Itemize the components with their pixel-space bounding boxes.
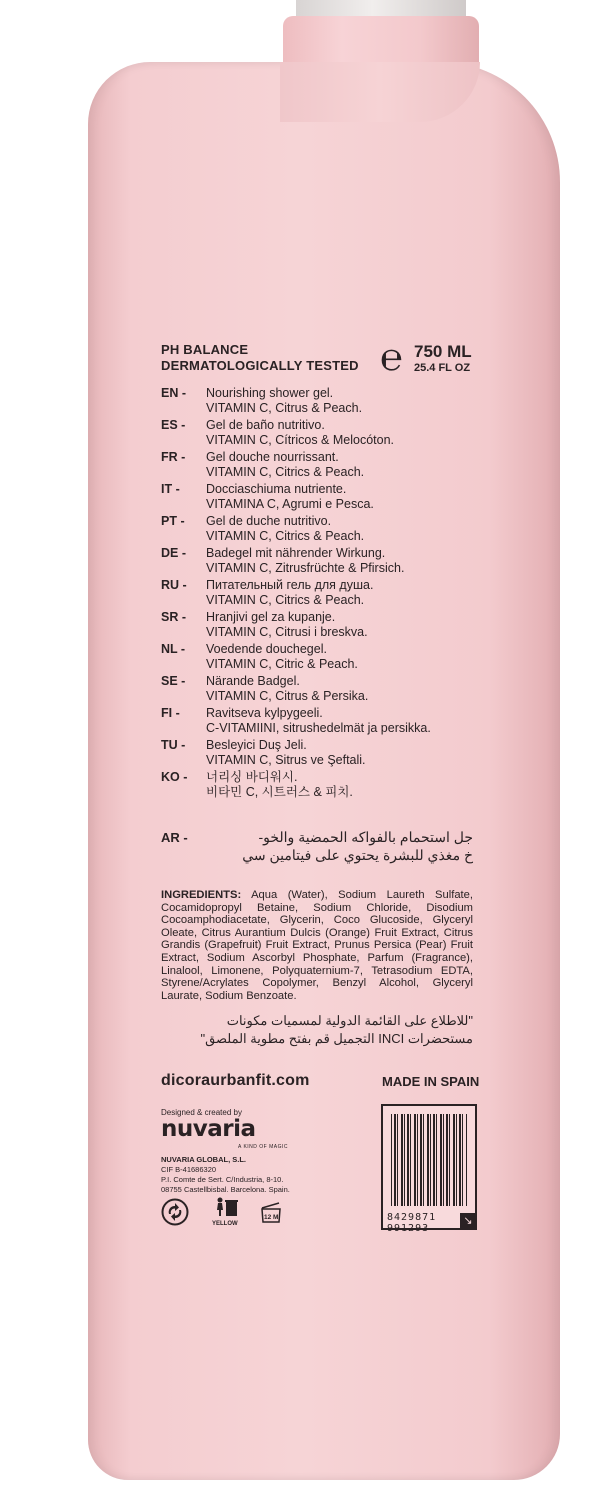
lang-text: Питательный гель для душа. VITAMIN C, Citrics & Peach. [206,578,374,607]
barcode-number: 8429871 991293 [387,1212,437,1234]
lang-code: AR - [161,830,188,845]
ingredients-label: INGREDIENTS: [161,889,242,901]
lang-code: KO - [161,770,188,784]
company-info: NUVARIA GLOBAL, S.L. CIF B-41686320 P.I. Comte de Sert. C/Industria, 8-10. 08755 Castellbisbal. Barcelona. Spain. [161,1155,290,1194]
lang-text: Badegel mit nährender Wirkung. VITAMIN C, Zitrusfrüchte & Pfirsich. [206,546,405,575]
claim-dermatologically-tested: DERMATOLOGICALLY TESTED [161,358,359,373]
inci-note-arabic: "للاطلاع على القائمة الدولية لمسميات مكونات مستحضرات INCI التجميل قم بفتح مطوية الملصق" [200,1013,473,1046]
lang-row-sr [161,610,481,642]
lang-row-en [161,386,481,418]
bin-label: YELLOW [212,1221,238,1227]
nuvaria-logo: nuvaria [161,1116,256,1142]
lang-code: SR - [161,610,186,624]
lang-text: Nourishing shower gel. VITAMIN C, Citrus & Peach. [206,386,363,415]
lang-code: IT - [161,482,180,496]
lang-code: DE - [161,546,186,560]
lang-text: Gel de duche nutritivo. VITAMIN C, Citrics & Peach. [206,514,365,543]
lang-text: Docciaschiuma nutriente. VITAMINA C, Agrumi e Pesca. [206,482,374,511]
lang-code: SE - [161,674,186,688]
lang-code: ES - [161,418,186,432]
lang-code: NL - [161,642,186,656]
recycle-icon [161,1198,189,1226]
lang-row-de [161,546,481,578]
logo-tagline: A KIND OF MAGIC [238,1144,289,1150]
website: dicoraurbanfit.com [161,1072,310,1089]
lang-text: Hranjivi gel za kupanje. VITAMIN C, Citrusi i breskva. [206,610,368,639]
bin-icon [214,1196,240,1218]
lang-code: RU - [161,578,187,592]
lang-text: Gel de baño nutritivo. VITAMIN C, Cítricos & Melocóton. [206,418,395,447]
lang-row-it [161,482,481,514]
barcode-bars [391,1114,467,1206]
volume-oz: 25.4 FL OZ [414,362,471,374]
lang-text: Gel douche nourrissant. VITAMIN C, Citrics & Peach. [206,450,365,479]
lang-row-ko [161,770,481,802]
lang-code: FI - [161,706,180,720]
lang-code: PT - [161,514,185,528]
lang-text: Besleyici Duş Jeli. VITAMIN C, Sitrus ve Şeftali. [206,738,366,767]
lang-row-ar [161,830,473,866]
lang-row-pt [161,514,481,546]
estimated-sign-icon: ℮ [380,334,403,379]
lang-text-arabic: جل استحمام بالفواكه الحمضية والخو- خ مغذي للبشرة يحتوي على فيتامين سي [242,829,473,863]
language-descriptions [161,386,481,802]
ingredients-text: Aqua (Water), Sodium Laureth Sulfate, Cocamidopropyl Betaine, Sodium Chloride, Disodium Cocoamphodiacetate, Glycerin, Coco Glucoside, Glyceryl Oleate, Citrus Aurantium Dulcis (Orange) Fruit Extract, Citrus Grandis (Grapefruit) Fruit Extract, Prunus Persica (Pear) Fruit Extract, Sodium Ascorbyl Phosphate, Parfum (Fragrance), Linalool, Limonene, Polyquaternium-7, Tetrasodium EDTA, Styrene/Acrylates Copolymer, Benzyl Alcohol, Glyceryl Laurate, Sodium Benzoate. [161,889,473,1002]
lang-code: FR - [161,450,186,464]
made-in: MADE IN SPAIN [382,1074,480,1089]
volume-ml: 750 ML [414,342,472,361]
lang-row-nl [161,642,481,674]
lang-text: Närande Badgel. VITAMIN C, Citrus & Persika. [206,674,369,703]
lang-code: TU - [161,738,186,752]
lang-row-es [161,418,481,450]
ingredients-list [161,889,473,1002]
lang-code: EN - [161,386,186,400]
lang-row-fr [161,450,481,482]
claims [161,342,359,374]
lang-text: Ravitseva kylpygeeli. C-VITAMIINI, sitrushedelmät ja persikka. [206,706,431,735]
barcode [381,1104,477,1234]
lang-row-fi [161,706,481,738]
lang-row-se [161,674,481,706]
lang-text: Voedende douchegel. VITAMIN C, Citric & Peach. [206,642,358,671]
claim-ph-balance: PH BALANCE [161,342,249,357]
pao-label: 12 M [264,1214,279,1221]
arrow-icon: ↘ [460,1213,476,1229]
lang-row-ru [161,578,481,610]
lang-row-tu [161,738,481,770]
designed-by: Designed & created by [161,1108,242,1117]
lang-text: 너리싱 바디워시. 비타민 C, 시트러스 & 피치. [206,770,353,799]
